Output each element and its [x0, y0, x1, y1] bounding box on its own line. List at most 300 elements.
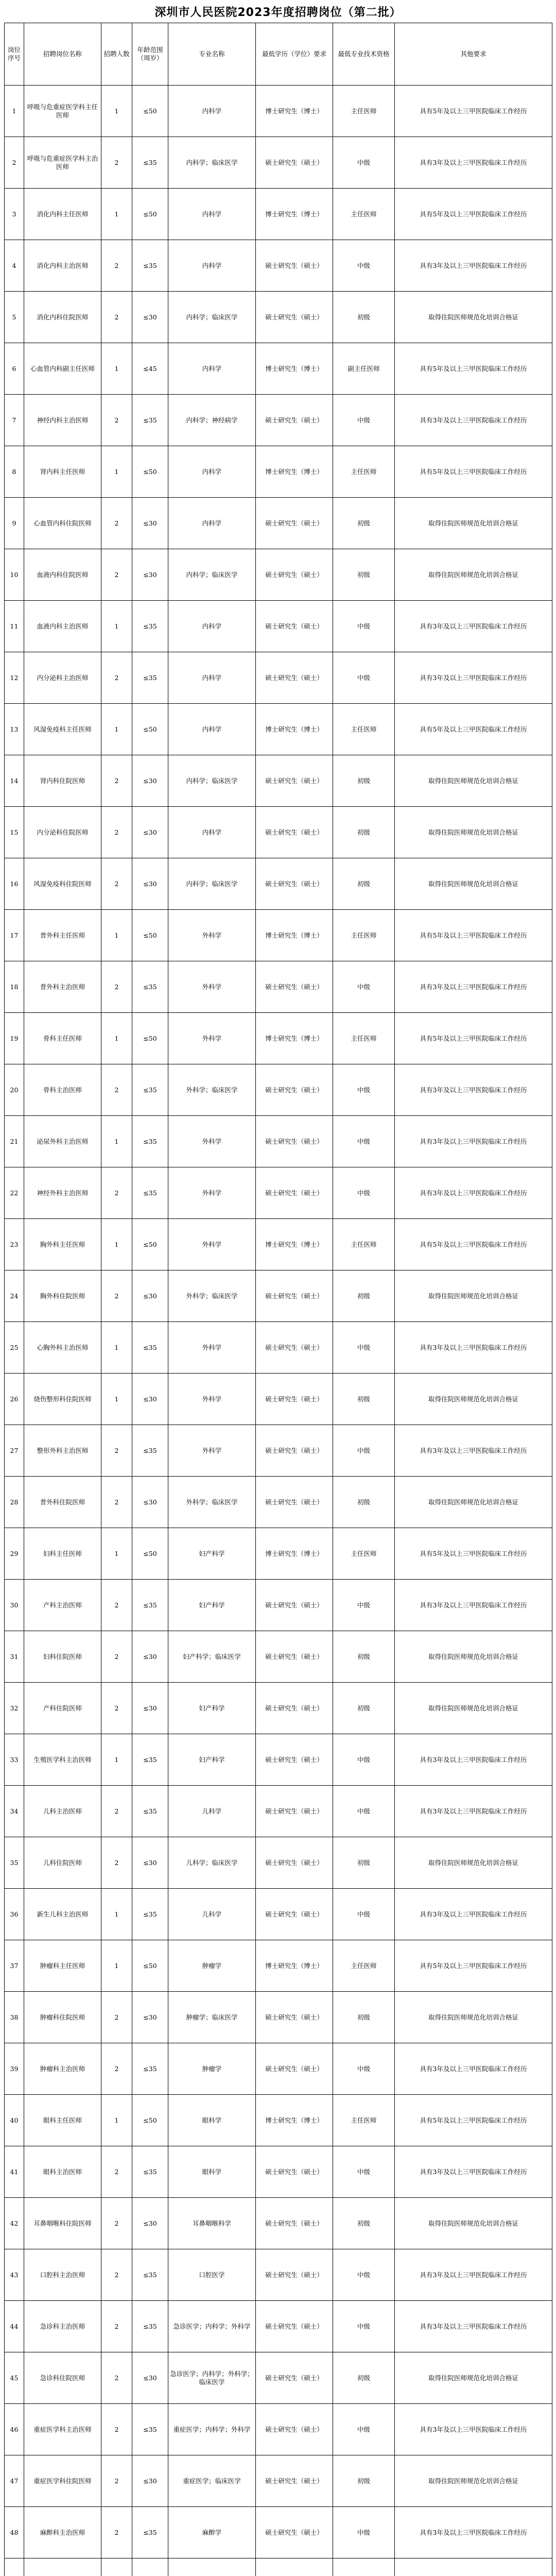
cell-other: 取得住院医师规范化培训合格证	[395, 1374, 552, 1425]
table-row	[5, 1940, 552, 1992]
cell-age: ≤35	[132, 137, 168, 189]
cell-major: 儿科学	[168, 1889, 256, 1940]
cell-education: 硕士研究生（硕士）	[256, 1580, 333, 1631]
cell-major: 外科学	[168, 1167, 256, 1219]
header-other: 其他要求	[395, 23, 552, 86]
cell-count: 2	[101, 498, 132, 549]
cell-count: 2	[101, 2043, 132, 2095]
table-row	[5, 1889, 552, 1940]
cell-seq: 7	[5, 395, 24, 446]
table-row	[5, 2455, 552, 2507]
table-row	[5, 704, 552, 755]
table-row	[5, 2095, 552, 2146]
cell-title-requirement: 主任医师	[333, 910, 395, 961]
cell-seq: 19	[5, 1013, 24, 1064]
cell-major: 内科学；临床医学	[168, 755, 256, 807]
table-row	[5, 1580, 552, 1631]
cell-title-requirement: 中级	[333, 2249, 395, 2301]
cell-major: 内科学	[168, 86, 256, 137]
table-row	[5, 1992, 552, 2043]
cell-count: 2	[101, 1270, 132, 1322]
header-position: 招聘岗位名称	[24, 23, 101, 86]
header-seq: 岗位序号	[5, 23, 24, 86]
cell-age: ≤35	[132, 1786, 168, 1837]
cell-other: 具有3年及以上三甲医院临床工作经历	[395, 2507, 552, 2558]
cell-education: 硕士研究生（硕士）	[256, 858, 333, 910]
cell-age: ≤35	[132, 2146, 168, 2198]
cell-title-requirement: 中级	[333, 2146, 395, 2198]
cell-count: 2	[101, 395, 132, 446]
cell-other: 具有5年及以上三甲医院临床工作经历	[395, 446, 552, 498]
cell-other: 具有3年及以上三甲医院临床工作经历	[395, 2043, 552, 2095]
cell-major: 内科学；临床医学	[168, 137, 256, 189]
cell-age: ≤50	[132, 446, 168, 498]
cell-age: ≤35	[132, 601, 168, 652]
cell-position: 生殖医学科主治医师	[24, 1734, 101, 1786]
cell-seq: 18	[5, 961, 24, 1013]
cell-position: 消化内科主任医师	[24, 189, 101, 240]
table-row	[5, 1683, 552, 1734]
table-row	[5, 2146, 552, 2198]
cell-seq: 22	[5, 1167, 24, 1219]
cell-count: 2	[101, 1786, 132, 1837]
cell-major: 外科学	[168, 1219, 256, 1270]
table-row	[5, 189, 552, 240]
cell-seq: 15	[5, 807, 24, 858]
cell-count: 2	[101, 240, 132, 292]
cell-education: 硕士研究生（硕士）	[256, 1374, 333, 1425]
cell-education: 硕士研究生（硕士）	[256, 2301, 333, 2352]
table-row	[5, 2249, 552, 2301]
cell-title-requirement: 中级	[333, 2301, 395, 2352]
cell-seq: 4	[5, 240, 24, 292]
cell-education: 硕士研究生（硕士）	[256, 2455, 333, 2507]
cell-major: 眼科学	[168, 2095, 256, 2146]
cell-title-requirement: 中级	[333, 2404, 395, 2455]
cell-education: 博士研究生（博士）	[256, 704, 333, 755]
cell-position: 血液内科主治医师	[24, 601, 101, 652]
cell-other: 具有5年及以上三甲医院临床工作经历	[395, 343, 552, 395]
cell-count: 2	[101, 1631, 132, 1683]
cell-position: 急诊科住院医师	[24, 2352, 101, 2404]
cell-other: 取得住院医师规范化培训合格证	[395, 292, 552, 343]
cell-age: ≤35	[132, 2043, 168, 2095]
cell-other: 具有3年及以上三甲医院临床工作经历	[395, 961, 552, 1013]
table-row	[5, 2043, 552, 2095]
table-row	[5, 2198, 552, 2249]
cell-other: 取得住院医师规范化培训合格证	[395, 1992, 552, 2043]
cell-age: ≤50	[132, 1528, 168, 1580]
cell-seq: 38	[5, 1992, 24, 2043]
cell-major: 重症医学；内科学；外科学	[168, 2404, 256, 2455]
cell-seq: 26	[5, 1374, 24, 1425]
cell-seq: 40	[5, 2095, 24, 2146]
cell-age: ≤35	[132, 961, 168, 1013]
cell-education: 硕士研究生（硕士）	[256, 2043, 333, 2095]
cell-seq: 23	[5, 1219, 24, 1270]
cell-position: 神经外科主治医师	[24, 1167, 101, 1219]
cell-position: 妇科主任医师	[24, 1528, 101, 1580]
cell-position: 肾内科住院医师	[24, 755, 101, 807]
cell-education: 博士研究生（博士）	[256, 1528, 333, 1580]
cell-major: 内科学；临床医学	[168, 549, 256, 601]
table-row	[5, 1374, 552, 1425]
cell-position: 重症医学科住院医师	[24, 2455, 101, 2507]
cell-seq: 16	[5, 858, 24, 910]
cell-education: 硕士研究生（硕士）	[256, 2404, 333, 2455]
cell-major: 外科学；临床医学	[168, 1064, 256, 1116]
cell-other: 具有3年及以上三甲医院临床工作经历	[395, 1425, 552, 1477]
cell-count: 1	[101, 1013, 132, 1064]
cell-seq: 39	[5, 2043, 24, 2095]
cell-title-requirement: 主任医师	[333, 1013, 395, 1064]
cell-position: 内分泌科主治医师	[24, 652, 101, 704]
table-row	[5, 1477, 552, 1528]
cell-education	[256, 2558, 333, 2576]
cell-position: 呼吸与危重症医学科主任医师	[24, 86, 101, 137]
cell-education: 博士研究生（博士）	[256, 1940, 333, 1992]
cell-education: 硕士研究生（硕士）	[256, 1631, 333, 1683]
cell-major: 外科学；临床医学	[168, 1270, 256, 1322]
cell-other: 具有3年及以上三甲医院临床工作经历	[395, 395, 552, 446]
cell-seq: 34	[5, 1786, 24, 1837]
cell-title-requirement: 初级	[333, 807, 395, 858]
cell-other: 具有5年及以上三甲医院临床工作经历	[395, 910, 552, 961]
cell-position: 消化内科主治医师	[24, 240, 101, 292]
cell-education: 博士研究生（博士）	[256, 910, 333, 961]
cell-major: 外科学	[168, 1013, 256, 1064]
cell-count: 2	[101, 652, 132, 704]
cell-title-requirement: 初级	[333, 2455, 395, 2507]
cell-title-requirement: 中级	[333, 137, 395, 189]
cell-education: 硕士研究生（硕士）	[256, 1322, 333, 1374]
cell-education: 硕士研究生（硕士）	[256, 240, 333, 292]
cell-title-requirement: 中级	[333, 2043, 395, 2095]
cell-age: ≤30	[132, 1631, 168, 1683]
cell-count: 2	[101, 1992, 132, 2043]
cell-title-requirement: 中级	[333, 1734, 395, 1786]
cell-count: 1	[101, 1374, 132, 1425]
cell-other: 具有3年及以上三甲医院临床工作经历	[395, 2146, 552, 2198]
cell-seq: 32	[5, 1683, 24, 1734]
cell-other: 具有3年及以上三甲医院临床工作经历	[395, 652, 552, 704]
cell-seq: 47	[5, 2455, 24, 2507]
cell-title-requirement: 初级	[333, 2198, 395, 2249]
cell-education: 硕士研究生（硕士）	[256, 652, 333, 704]
cell-position: 儿科主治医师	[24, 1786, 101, 1837]
table-row	[5, 2558, 552, 2576]
cell-position: 普外科主任医师	[24, 910, 101, 961]
cell-seq: 37	[5, 1940, 24, 1992]
cell-seq: 1	[5, 86, 24, 137]
cell-position: 口腔科主治医师	[24, 2249, 101, 2301]
cell-position: 新生儿科主治医师	[24, 1889, 101, 1940]
cell-major: 重症医学；临床医学	[168, 2455, 256, 2507]
cell-age: ≤30	[132, 2352, 168, 2404]
cell-position: 骨科主任医师	[24, 1013, 101, 1064]
cell-seq: 2	[5, 137, 24, 189]
table-row	[5, 755, 552, 807]
cell-major: 妇产科学；临床医学	[168, 1631, 256, 1683]
cell-seq: 27	[5, 1425, 24, 1477]
cell-major: 妇产科学	[168, 1683, 256, 1734]
cell-age	[132, 2558, 168, 2576]
cell-count	[101, 2558, 132, 2576]
cell-count: 1	[101, 446, 132, 498]
cell-title-requirement: 主任医师	[333, 1528, 395, 1580]
table-row	[5, 2404, 552, 2455]
cell-major: 肿瘤学	[168, 1940, 256, 1992]
cell-age: ≤35	[132, 1116, 168, 1167]
cell-position: 急诊科主治医师	[24, 2301, 101, 2352]
cell-count: 2	[101, 292, 132, 343]
cell-position: 风湿免疫科主任医师	[24, 704, 101, 755]
cell-other: 具有3年及以上三甲医院临床工作经历	[395, 1734, 552, 1786]
table-row	[5, 549, 552, 601]
cell-position: 眼科主任医师	[24, 2095, 101, 2146]
cell-other: 具有3年及以上三甲医院临床工作经历	[395, 1580, 552, 1631]
cell-count: 2	[101, 1064, 132, 1116]
cell-position: 普外科主治医师	[24, 961, 101, 1013]
cell-major: 内科学	[168, 446, 256, 498]
cell-age: ≤35	[132, 652, 168, 704]
cell-other: 取得住院医师规范化培训合格证	[395, 858, 552, 910]
cell-other: 取得住院医师规范化培训合格证	[395, 2352, 552, 2404]
header-age: 年龄范围（周岁）	[132, 23, 168, 86]
cell-age: ≤35	[132, 2301, 168, 2352]
cell-count: 1	[101, 1322, 132, 1374]
cell-count: 2	[101, 1683, 132, 1734]
cell-education: 硕士研究生（硕士）	[256, 1786, 333, 1837]
cell-position: 心血管内科住院医师	[24, 498, 101, 549]
table-row	[5, 343, 552, 395]
cell-title-requirement: 中级	[333, 240, 395, 292]
cell-seq: 43	[5, 2249, 24, 2301]
cell-other: 具有5年及以上三甲医院临床工作经历	[395, 1013, 552, 1064]
cell-education: 硕士研究生（硕士）	[256, 1734, 333, 1786]
cell-age: ≤30	[132, 1374, 168, 1425]
header-major: 专业名称	[168, 23, 256, 86]
cell-title-requirement: 初级	[333, 2352, 395, 2404]
cell-other: 具有3年及以上三甲医院临床工作经历	[395, 1889, 552, 1940]
cell-seq: 48	[5, 2507, 24, 2558]
cell-education: 硕士研究生（硕士）	[256, 1992, 333, 2043]
cell-title-requirement: 中级	[333, 1322, 395, 1374]
cell-count: 1	[101, 86, 132, 137]
cell-other: 具有3年及以上三甲医院临床工作经历	[395, 137, 552, 189]
cell-position: 血液内科住院医师	[24, 549, 101, 601]
cell-education: 硕士研究生（硕士）	[256, 1477, 333, 1528]
cell-major: 内科学	[168, 498, 256, 549]
cell-position: 儿科住院医师	[24, 1837, 101, 1889]
cell-count: 1	[101, 1116, 132, 1167]
cell-seq: 42	[5, 2198, 24, 2249]
cell-other: 具有3年及以上三甲医院临床工作经历	[395, 1167, 552, 1219]
cell-seq: 29	[5, 1528, 24, 1580]
table-row	[5, 1786, 552, 1837]
cell-age: ≤30	[132, 1683, 168, 1734]
cell-count: 2	[101, 2352, 132, 2404]
cell-age: ≤35	[132, 1064, 168, 1116]
cell-count: 1	[101, 704, 132, 755]
cell-other: 取得住院医师规范化培训合格证	[395, 549, 552, 601]
cell-major: 妇产科学	[168, 1580, 256, 1631]
cell-count: 2	[101, 1425, 132, 1477]
cell-age: ≤30	[132, 755, 168, 807]
cell-title-requirement: 主任医师	[333, 446, 395, 498]
cell-education: 硕士研究生（硕士）	[256, 2507, 333, 2558]
cell-position: 普外科住院医师	[24, 1477, 101, 1528]
cell-title-requirement: 中级	[333, 961, 395, 1013]
cell-major: 肿瘤学	[168, 2043, 256, 2095]
cell-seq: 33	[5, 1734, 24, 1786]
cell-education: 博士研究生（博士）	[256, 189, 333, 240]
table-row	[5, 1270, 552, 1322]
cell-position: 重症医学科主治医师	[24, 2404, 101, 2455]
cell-major: 麻醉学	[168, 2507, 256, 2558]
cell-position: 烧伤整形科住院医师	[24, 1374, 101, 1425]
cell-major: 妇产科学	[168, 1528, 256, 1580]
cell-position: 胸外科住院医师	[24, 1270, 101, 1322]
cell-education: 博士研究生（博士）	[256, 2095, 333, 2146]
cell-education: 硕士研究生（硕士）	[256, 1425, 333, 1477]
cell-count: 2	[101, 2404, 132, 2455]
cell-count: 2	[101, 2198, 132, 2249]
cell-major: 外科学	[168, 1425, 256, 1477]
cell-other: 具有3年及以上三甲医院临床工作经历	[395, 240, 552, 292]
cell-title-requirement: 主任医师	[333, 189, 395, 240]
cell-other: 具有3年及以上三甲医院临床工作经历	[395, 1322, 552, 1374]
cell-education: 硕士研究生（硕士）	[256, 549, 333, 601]
cell-seq	[5, 2558, 24, 2576]
cell-other: 具有3年及以上三甲医院临床工作经历	[395, 601, 552, 652]
table-row	[5, 1116, 552, 1167]
cell-age: ≤35	[132, 1167, 168, 1219]
cell-title-requirement: 初级	[333, 1992, 395, 2043]
cell-age: ≤35	[132, 1734, 168, 1786]
cell-title-requirement: 中级	[333, 1116, 395, 1167]
cell-major: 内科学；神经病学	[168, 395, 256, 446]
table-row	[5, 858, 552, 910]
cell-count: 1	[101, 2095, 132, 2146]
cell-other: 具有5年及以上三甲医院临床工作经历	[395, 1528, 552, 1580]
cell-title-requirement: 初级	[333, 1477, 395, 1528]
cell-title-requirement: 主任医师	[333, 86, 395, 137]
cell-age: ≤30	[132, 2455, 168, 2507]
cell-count: 2	[101, 1837, 132, 1889]
cell-title-requirement: 副主任医师	[333, 343, 395, 395]
cell-count: 2	[101, 2301, 132, 2352]
cell-title-requirement: 初级	[333, 549, 395, 601]
cell-count: 1	[101, 1219, 132, 1270]
cell-other	[395, 2558, 552, 2576]
cell-position: 妇科住院医师	[24, 1631, 101, 1683]
cell-count: 2	[101, 755, 132, 807]
cell-count: 2	[101, 2507, 132, 2558]
cell-age: ≤35	[132, 2404, 168, 2455]
cell-position: 胸外科主任医师	[24, 1219, 101, 1270]
cell-count: 1	[101, 1889, 132, 1940]
cell-position: 内分泌科住院医师	[24, 807, 101, 858]
cell-education: 博士研究生（博士）	[256, 1219, 333, 1270]
cell-education: 硕士研究生（硕士）	[256, 1167, 333, 1219]
cell-major: 外科学	[168, 1322, 256, 1374]
cell-major: 儿科学	[168, 1786, 256, 1837]
cell-title-requirement: 中级	[333, 2507, 395, 2558]
cell-seq: 21	[5, 1116, 24, 1167]
page-title: 深圳市人民医院2023年度招聘岗位（第二批）	[154, 6, 402, 19]
cell-education: 硕士研究生（硕士）	[256, 2146, 333, 2198]
cell-age: ≤35	[132, 1580, 168, 1631]
cell-seq: 12	[5, 652, 24, 704]
cell-seq: 28	[5, 1477, 24, 1528]
cell-age: ≤50	[132, 910, 168, 961]
cell-title-requirement: 中级	[333, 601, 395, 652]
cell-position: 产科主治医师	[24, 1580, 101, 1631]
header-title-requirement: 最低专业技术资格	[333, 23, 395, 86]
table-row	[5, 1734, 552, 1786]
cell-education: 硕士研究生（硕士）	[256, 961, 333, 1013]
cell-count: 2	[101, 2455, 132, 2507]
cell-count: 1	[101, 601, 132, 652]
cell-count: 2	[101, 1580, 132, 1631]
table-row	[5, 961, 552, 1013]
cell-age: ≤35	[132, 1889, 168, 1940]
cell-major: 外科学	[168, 1116, 256, 1167]
table-row	[5, 910, 552, 961]
table-row	[5, 86, 552, 137]
cell-education: 博士研究生（博士）	[256, 343, 333, 395]
cell-position: 整形外科主治医师	[24, 1425, 101, 1477]
cell-age: ≤30	[132, 549, 168, 601]
cell-seq: 44	[5, 2301, 24, 2352]
cell-other: 取得住院医师规范化培训合格证	[395, 1477, 552, 1528]
cell-seq: 17	[5, 910, 24, 961]
cell-other: 取得住院医师规范化培训合格证	[395, 1837, 552, 1889]
cell-position: 消化内科住院医师	[24, 292, 101, 343]
table-row	[5, 1219, 552, 1270]
cell-major: 内科学	[168, 189, 256, 240]
cell-seq: 8	[5, 446, 24, 498]
cell-count: 2	[101, 961, 132, 1013]
cell-education: 硕士研究生（硕士）	[256, 1889, 333, 1940]
cell-major: 内科学	[168, 343, 256, 395]
cell-seq: 5	[5, 292, 24, 343]
cell-education: 硕士研究生（硕士）	[256, 498, 333, 549]
cell-major: 内科学	[168, 652, 256, 704]
cell-age: ≤30	[132, 858, 168, 910]
cell-count: 2	[101, 2146, 132, 2198]
header-count: 招聘人数	[101, 23, 132, 86]
cell-position: 麻醉科主治医师	[24, 2507, 101, 2558]
cell-major: 肿瘤学；临床医学	[168, 1992, 256, 2043]
cell-position: 呼吸与危重症医学科主治医师	[24, 137, 101, 189]
cell-age: ≤50	[132, 86, 168, 137]
cell-title-requirement	[333, 2558, 395, 2576]
cell-major: 急诊医学；内科学；外科学	[168, 2301, 256, 2352]
cell-other: 具有5年及以上三甲医院临床工作经历	[395, 704, 552, 755]
cell-major: 妇产科学	[168, 1734, 256, 1786]
table-row	[5, 1528, 552, 1580]
cell-major: 外科学	[168, 1374, 256, 1425]
cell-position: 心血管内科副主任医师	[24, 343, 101, 395]
cell-other: 具有3年及以上三甲医院临床工作经历	[395, 1116, 552, 1167]
cell-other: 具有3年及以上三甲医院临床工作经历	[395, 1064, 552, 1116]
cell-title-requirement: 初级	[333, 1270, 395, 1322]
cell-title-requirement: 初级	[333, 1683, 395, 1734]
cell-seq: 14	[5, 755, 24, 807]
table-row	[5, 1425, 552, 1477]
